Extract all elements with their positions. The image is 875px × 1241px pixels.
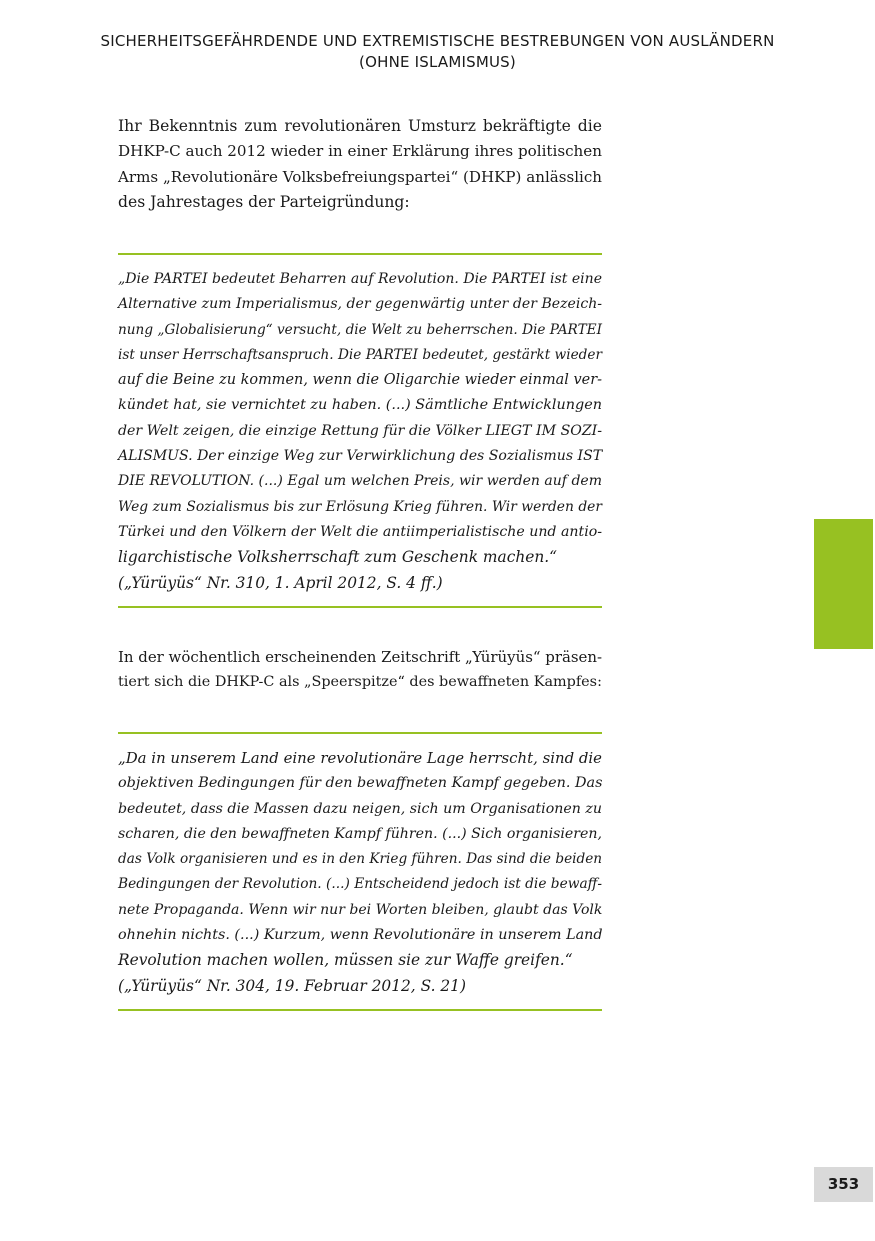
quote-line: bedeutet, dass die Massen dazu neigen, sich um Organisationen zu — [118, 800, 602, 817]
paragraph-intro — [118, 114, 602, 215]
paragraph-yuruyus — [118, 645, 602, 696]
paragraph-line: DHKP-C auch 2012 wieder in einer Erklärung ihres politischen — [118, 142, 602, 161]
running-header-line-2: (OHNE ISLAMISMUS) — [359, 53, 516, 71]
paragraph-line: In der wöchentlich erscheinenden Zeitschrift „Yürüyüs“ präsen- — [118, 648, 603, 666]
quote-line: DIE REVOLUTION. (...) Egal um welchen Preis, wir werden auf dem — [118, 473, 602, 490]
paragraph-line: Arms „Revolutionäre Volksbefreiungspartei“ (DHKP) anlässlich — [118, 167, 602, 186]
paragraph-line: Ihr Bekenntnis zum revolutionären Umsturz bekräftigte die — [118, 117, 602, 135]
running-header — [60, 31, 815, 73]
quote-line: objektiven Bedingungen für den bewaffneten Kampf gegeben. Das — [118, 775, 603, 792]
quote-text — [118, 746, 602, 974]
quote-line: der Welt zeigen, die einzige Rettung für die Völker LIEGT IM SOZI- — [118, 422, 602, 439]
quote-line: scharen, die den bewaffneten Kampf führen. (...) Sich organisieren, — [118, 825, 602, 842]
page-number: 353 — [814, 1167, 873, 1202]
quote-source: („Yürüyüs“ Nr. 310, 1. April 2012, S. 4 ff.) — [118, 573, 443, 592]
quote-line: ist unser Herrschaftsanspruch. Die PARTEI bedeutet, gestärkt wieder — [118, 346, 602, 363]
paragraph-line: tiert sich die DHKP-C als „Speerspitze“ des bewaffneten Kampfes: — [118, 674, 602, 691]
quote-line: „Die PARTEI bedeutet Beharren auf Revolution. Die PARTEI ist eine — [118, 271, 602, 287]
quote-line: Weg zum Sozialismus bis zur Erlösung Krieg führen. Wir werden der — [118, 498, 602, 515]
paragraph-line: des Jahrestages der Parteigründung: — [118, 192, 410, 211]
quote-line: Alternative zum Imperialismus, der gegenwärtig unter der Bezeich- — [118, 296, 602, 313]
quote-line: nete Propaganda. Wenn wir nur bei Worten bleiben, glaubt das Volk — [118, 901, 603, 918]
quote-line: auf die Beine zu kommen, wenn die Oligarchie wieder einmal ver- — [118, 372, 602, 389]
quote-line: ALISMUS. Der einzige Weg zur Verwirklichung des Sozialismus IST — [118, 448, 603, 465]
quote-line: „Da in unserem Land eine revolutionäre Lage herrscht, sind die — [118, 749, 602, 767]
quote-block-2 — [118, 732, 602, 1011]
quote-line: kündet hat, sie vernichtet zu haben. (...) Sämtliche Entwicklungen — [118, 397, 602, 414]
quote-line: ohnehin nichts. (...) Kurzum, wenn Revolutionäre in unserem Land — [118, 927, 603, 944]
quote-line: ligarchistische Volksherrschaft zum Geschenk machen.“ — [118, 548, 558, 567]
quote-line: nung „Globalisierung“ versucht, die Welt zu beherrschen. Die PARTEI — [118, 321, 602, 338]
quote-line: Bedingungen der Revolution. (...) Entscheidend jedoch ist die bewaff- — [118, 876, 602, 893]
quote-block-1 — [118, 253, 602, 608]
quote-line: Revolution machen wollen, müssen sie zur Waffe greifen.“ — [118, 951, 573, 970]
quote-source: („Yürüyüs“ Nr. 304, 19. Februar 2012, S. 21) — [118, 976, 466, 995]
chapter-tab-marker — [814, 519, 873, 649]
quote-text — [118, 267, 602, 571]
running-header-line-1: SICHERHEITSGEFÄHRDENDE UND EXTREMISTISCHE BESTREBUNGEN VON AUSLÄNDERN — [100, 32, 775, 50]
quote-line: Türkei und den Völkern der Welt die antiimperialistische und antio- — [118, 523, 602, 540]
quote-line: das Volk organisieren und es in den Krieg führen. Das sind die beiden — [118, 851, 603, 868]
